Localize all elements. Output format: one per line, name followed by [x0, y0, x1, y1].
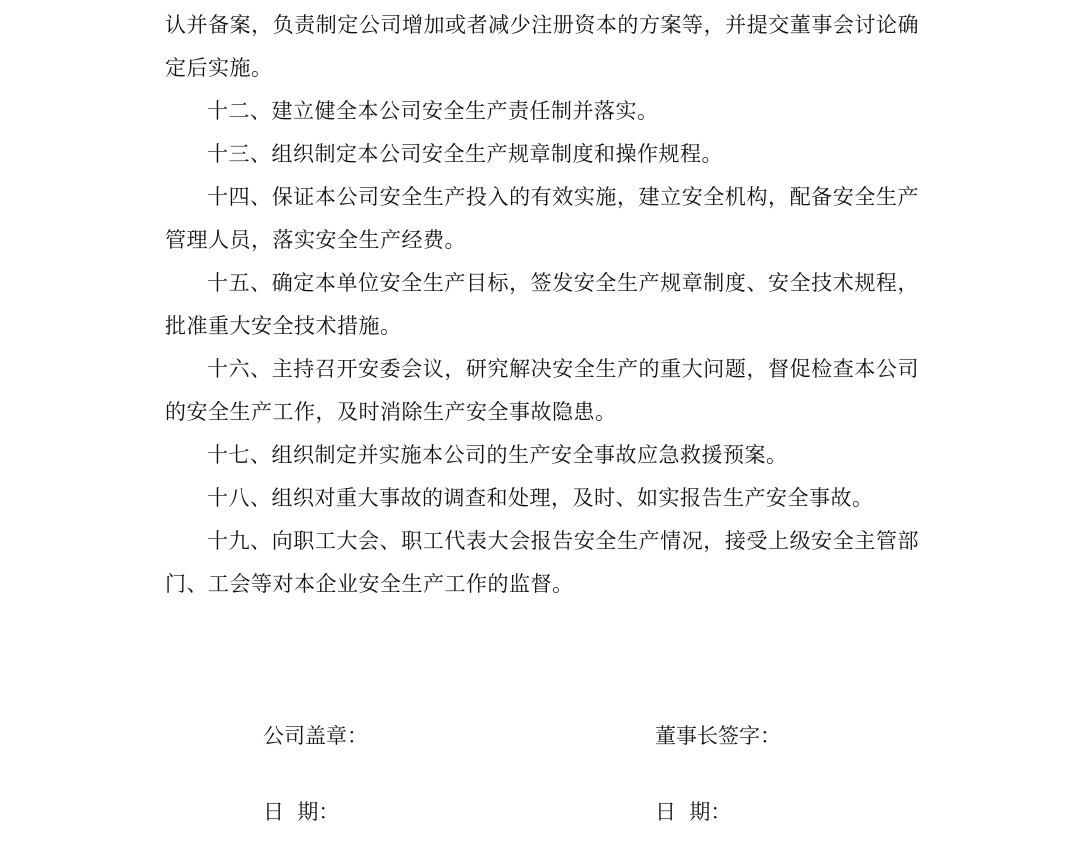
- document-body: [165, 4, 919, 606]
- paragraph-item-18: 十八、组织对重大事故的调查和处理，及时、如实报告生产安全事故。: [207, 486, 874, 510]
- paragraph-continuation: 认并备案，负责制定公司增加或者减少注册资本的方案等，并提交董事会讨论确定后实施。: [165, 13, 919, 80]
- paragraph-item-12: 十二、建立健全本公司安全生产责任制并落实。: [207, 99, 659, 123]
- date-label-left: 日 期：: [263, 800, 340, 824]
- paragraph-item-16: 十六、主持召开安委会议，研究解决安全生产的重大问题，督促检查本公司的安全生产工作，及时消除生产安全事故隐患。: [165, 357, 919, 424]
- paragraph-item-15: 十五、确定本单位安全生产目标，签发安全生产规章制度、安全技术规程，批准重大安全技术措施。: [165, 271, 919, 338]
- paragraph-item-19: 十九、向职工大会、职工代表大会报告安全生产情况，接受上级安全主管部门、工会等对本企业安全生产工作的监督。: [165, 529, 919, 596]
- company-seal-label: 公司盖章：: [263, 724, 368, 748]
- date-label-right: 日 期：: [655, 800, 732, 824]
- chairman-signature-label: 董事长签字：: [655, 724, 781, 748]
- paragraph-item-17: 十七、组织制定并实施本公司的生产安全事故应急救援预案。: [207, 443, 788, 467]
- paragraph-item-13: 十三、组织制定本公司安全生产规章制度和操作规程。: [207, 142, 723, 166]
- paragraph-item-14: 十四、保证本公司安全生产投入的有效实施，建立安全机构，配备安全生产管理人员，落实安全生产经费。: [165, 185, 919, 252]
